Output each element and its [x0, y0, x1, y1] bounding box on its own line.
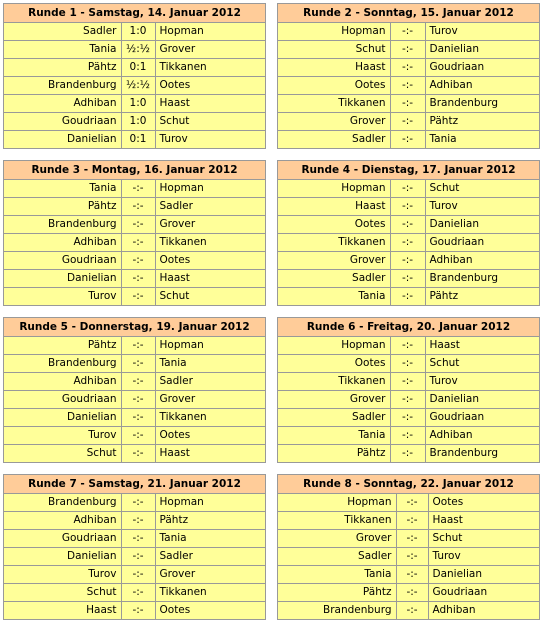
table-row [278, 198, 539, 216]
game-result: -:- [396, 548, 428, 566]
round-2-panel [277, 3, 540, 149]
black-player: Brandenburg [425, 95, 539, 113]
table-row [278, 337, 539, 355]
table-row [4, 373, 265, 391]
round-6-panel [277, 317, 540, 463]
table-row [4, 198, 265, 216]
white-player: Sadler [4, 23, 121, 41]
round-title: Runde 5 - Donnerstag, 19. Januar 2012 [4, 318, 265, 337]
pairings-table [4, 180, 265, 305]
black-player: Brandenburg [425, 270, 539, 288]
white-player: Ootes [278, 216, 390, 234]
game-result: -:- [390, 288, 425, 306]
table-row [278, 216, 539, 234]
white-player: Sadler [278, 270, 390, 288]
white-player: Danielian [4, 409, 121, 427]
black-player: Goudriaan [425, 409, 539, 427]
game-result: -:- [121, 566, 155, 584]
round-4-panel [277, 160, 540, 306]
table-row [4, 409, 265, 427]
game-result: -:- [390, 77, 425, 95]
game-result: -:- [390, 270, 425, 288]
white-player: Pähtz [278, 445, 390, 463]
game-result: -:- [390, 409, 425, 427]
round-8-panel [277, 474, 540, 620]
white-player: Grover [278, 113, 390, 131]
black-player: Schut [428, 530, 539, 548]
white-player: Hopman [278, 180, 390, 198]
white-player: Adhiban [4, 373, 121, 391]
table-row [278, 180, 539, 198]
white-player: Grover [278, 530, 396, 548]
black-player: Haast [155, 270, 265, 288]
white-player: Haast [278, 59, 390, 77]
white-player: Sadler [278, 548, 396, 566]
white-player: Hopman [278, 337, 390, 355]
black-player: Turov [425, 373, 539, 391]
table-row [278, 548, 539, 566]
table-row [4, 41, 265, 59]
table-row [278, 113, 539, 131]
white-player: Tania [278, 566, 396, 584]
white-player: Danielian [4, 548, 121, 566]
table-row [4, 252, 265, 270]
table-row [278, 391, 539, 409]
game-result: -:- [121, 409, 155, 427]
table-row [278, 584, 539, 602]
table-row [4, 530, 265, 548]
black-player: Grover [155, 41, 265, 59]
game-result: -:- [121, 530, 155, 548]
white-player: Tania [278, 288, 390, 306]
game-result: -:- [121, 548, 155, 566]
game-result: -:- [121, 445, 155, 463]
white-player: Haast [278, 198, 390, 216]
table-row [278, 355, 539, 373]
game-result: -:- [121, 198, 155, 216]
table-row [4, 77, 265, 95]
table-row [278, 23, 539, 41]
table-row [278, 530, 539, 548]
game-result: -:- [390, 252, 425, 270]
game-result: -:- [390, 427, 425, 445]
table-row [4, 391, 265, 409]
table-row [4, 566, 265, 584]
white-player: Schut [4, 584, 121, 602]
white-player: Tania [4, 180, 121, 198]
black-player: Hopman [159, 339, 204, 351]
table-row [278, 59, 539, 77]
black-player: Turov [155, 131, 265, 149]
game-result: -:- [390, 234, 425, 252]
game-result: -:- [121, 252, 155, 270]
game-result: -:- [390, 355, 425, 373]
table-row [4, 494, 265, 512]
black-player: Ootes [432, 496, 464, 508]
game-result: -:- [121, 427, 155, 445]
white-player: Danielian [4, 270, 121, 288]
game-result: -:- [121, 337, 155, 355]
black-player: Pähtz [425, 288, 539, 306]
round-title: Runde 7 - Samstag, 21. Januar 2012 [4, 475, 265, 494]
game-result: -:- [121, 373, 155, 391]
black-player: Tikkanen [155, 234, 265, 252]
white-player: Adhiban [4, 234, 121, 252]
white-player: Goudriaan [4, 113, 121, 131]
white-player: Turov [4, 427, 121, 445]
table-row [278, 288, 539, 306]
table-row [278, 131, 539, 149]
table-row [4, 548, 265, 566]
white-player: Pähtz [278, 584, 396, 602]
black-player: Sadler [155, 373, 265, 391]
white-player: Pähtz [4, 198, 121, 216]
black-player: Adhiban [425, 77, 539, 95]
black-player: Sadler [155, 198, 265, 216]
white-player: Brandenburg [278, 602, 396, 620]
black-player: Danielian [425, 41, 539, 59]
round-title: Runde 8 - Sonntag, 22. Januar 2012 [278, 475, 539, 494]
black-player: Grover [155, 391, 265, 409]
round-title: Runde 1 - Samstag, 14. Januar 2012 [4, 4, 265, 23]
black-player: Danielian [425, 391, 539, 409]
black-player: Haast [429, 339, 460, 351]
game-result: -:- [390, 337, 425, 355]
white-player: Brandenburg [4, 77, 121, 95]
game-result: -:- [390, 216, 425, 234]
game-result: ½:½ [121, 77, 155, 95]
game-result: -:- [396, 566, 428, 584]
table-row [278, 602, 539, 620]
table-row [4, 355, 265, 373]
black-player: Tikkanen [155, 409, 265, 427]
game-result: -:- [390, 23, 425, 41]
black-player: Schut [425, 355, 539, 373]
game-result: -:- [121, 584, 155, 602]
round-5-panel [3, 317, 266, 463]
table-row [4, 512, 265, 530]
black-player: Brandenburg [425, 445, 539, 463]
game-result: -:- [121, 288, 155, 306]
table-row [278, 373, 539, 391]
white-player: Brandenburg [4, 216, 121, 234]
pairings-table [278, 494, 539, 619]
game-result: -:- [390, 445, 425, 463]
table-row [4, 234, 265, 252]
white-player: Brandenburg [4, 355, 121, 373]
game-result: -:- [390, 59, 425, 77]
game-result: -:- [390, 41, 425, 59]
black-player: Adhiban [425, 252, 539, 270]
black-player: Turov [428, 548, 539, 566]
game-result: -:- [390, 373, 425, 391]
white-player: Schut [4, 445, 121, 463]
table-row [4, 584, 265, 602]
black-player: Hopman [159, 496, 204, 508]
game-result: ½:½ [121, 41, 155, 59]
white-player: Haast [4, 602, 121, 620]
white-player: Brandenburg [4, 494, 121, 512]
black-player: Tania [155, 355, 265, 373]
game-result: 1:0 [121, 113, 155, 131]
black-player: Ootes [155, 77, 265, 95]
game-result: -:- [121, 234, 155, 252]
white-player: Tikkanen [278, 512, 396, 530]
pairings-table [278, 337, 539, 462]
black-player: Turov [429, 25, 458, 37]
white-player: Goudriaan [4, 252, 121, 270]
game-result: -:- [396, 494, 428, 512]
white-player: Sadler [278, 409, 390, 427]
game-result: -:- [121, 391, 155, 409]
white-player: Ootes [278, 355, 390, 373]
white-player: Goudriaan [4, 530, 121, 548]
round-title: Runde 4 - Dienstag, 17. Januar 2012 [278, 161, 539, 180]
table-row [4, 288, 265, 306]
table-row [4, 180, 265, 198]
black-player: Turov [425, 198, 539, 216]
table-row [278, 445, 539, 463]
game-result: -:- [390, 131, 425, 149]
game-result: -:- [396, 584, 428, 602]
table-row [278, 95, 539, 113]
game-result: -:- [121, 270, 155, 288]
table-row [4, 59, 265, 77]
game-result: -:- [121, 602, 155, 620]
white-player: Sadler [278, 131, 390, 149]
white-player: Hopman [278, 23, 390, 41]
white-player: Pähtz [4, 337, 121, 355]
black-player: Schut [155, 113, 265, 131]
table-row [4, 216, 265, 234]
pairings-table [278, 180, 539, 305]
table-row [278, 252, 539, 270]
game-result: 1:0 [121, 95, 155, 113]
table-row [4, 602, 265, 620]
black-player: Danielian [425, 216, 539, 234]
game-result: -:- [121, 355, 155, 373]
game-result: -:- [396, 512, 428, 530]
black-player: Adhiban [425, 427, 539, 445]
round-title: Runde 6 - Freitag, 20. Januar 2012 [278, 318, 539, 337]
black-player: Ootes [155, 252, 265, 270]
game-result: -:- [390, 180, 425, 198]
black-player: Sadler [155, 548, 265, 566]
table-row [4, 337, 265, 355]
white-player: Tikkanen [278, 234, 390, 252]
black-player: Tania [155, 530, 265, 548]
table-row [4, 113, 265, 131]
black-player: Pähtz [425, 113, 539, 131]
black-player: Tikkanen [155, 59, 265, 77]
black-player: Goudriaan [425, 59, 539, 77]
black-player: Adhiban [428, 602, 539, 620]
game-result: -:- [390, 391, 425, 409]
game-result: -:- [390, 198, 425, 216]
table-row [278, 77, 539, 95]
game-result: -:- [390, 95, 425, 113]
black-player: Schut [155, 288, 265, 306]
table-row [278, 234, 539, 252]
game-result: -:- [121, 180, 155, 198]
table-row [4, 131, 265, 149]
game-result: -:- [121, 494, 155, 512]
white-player: Adhiban [4, 95, 121, 113]
white-player: Grover [278, 252, 390, 270]
white-player: Tania [4, 41, 121, 59]
white-player: Hopman [278, 494, 396, 512]
pairings-table [4, 23, 265, 148]
table-row [278, 270, 539, 288]
black-player: Ootes [155, 427, 265, 445]
black-player: Schut [429, 182, 460, 194]
black-player: Hopman [159, 182, 204, 194]
game-result: -:- [396, 602, 428, 620]
pairings-table [278, 23, 539, 148]
round-1-panel [3, 3, 266, 149]
game-result: -:- [121, 512, 155, 530]
white-player: Turov [4, 288, 121, 306]
white-player: Turov [4, 566, 121, 584]
game-result: 0:1 [121, 59, 155, 77]
round-title: Runde 2 - Sonntag, 15. Januar 2012 [278, 4, 539, 23]
game-result: -:- [121, 216, 155, 234]
round-title: Runde 3 - Montag, 16. Januar 2012 [4, 161, 265, 180]
game-result: -:- [396, 530, 428, 548]
pairings-table [4, 337, 265, 462]
game-result: 1:0 [121, 23, 155, 41]
table-row [278, 41, 539, 59]
game-result: -:- [390, 113, 425, 131]
table-row [4, 270, 265, 288]
white-player: Danielian [4, 131, 121, 149]
black-player: Ootes [155, 602, 265, 620]
black-player: Haast [428, 512, 539, 530]
table-row [4, 23, 265, 41]
black-player: Goudriaan [425, 234, 539, 252]
white-player: Grover [278, 391, 390, 409]
pairings-table [4, 494, 265, 619]
table-row [4, 445, 265, 463]
game-result: 0:1 [121, 131, 155, 149]
table-row [278, 409, 539, 427]
black-player: Tikkanen [155, 584, 265, 602]
round-3-panel [3, 160, 266, 306]
white-player: Tikkanen [278, 95, 390, 113]
black-player: Pähtz [155, 512, 265, 530]
black-player: Danielian [428, 566, 539, 584]
black-player: Goudriaan [428, 584, 539, 602]
black-player: Haast [155, 445, 265, 463]
table-row [4, 427, 265, 445]
white-player: Adhiban [4, 512, 121, 530]
black-player: Tania [425, 131, 539, 149]
white-player: Ootes [278, 77, 390, 95]
table-row [4, 95, 265, 113]
black-player: Haast [155, 95, 265, 113]
white-player: Pähtz [4, 59, 121, 77]
white-player: Schut [278, 41, 390, 59]
black-player: Grover [155, 216, 265, 234]
table-row [278, 494, 539, 512]
white-player: Tikkanen [278, 373, 390, 391]
table-row [278, 512, 539, 530]
black-player: Grover [155, 566, 265, 584]
white-player: Tania [278, 427, 390, 445]
black-player: Hopman [159, 25, 204, 37]
table-row [278, 427, 539, 445]
table-row [278, 566, 539, 584]
white-player: Goudriaan [4, 391, 121, 409]
round-7-panel [3, 474, 266, 620]
